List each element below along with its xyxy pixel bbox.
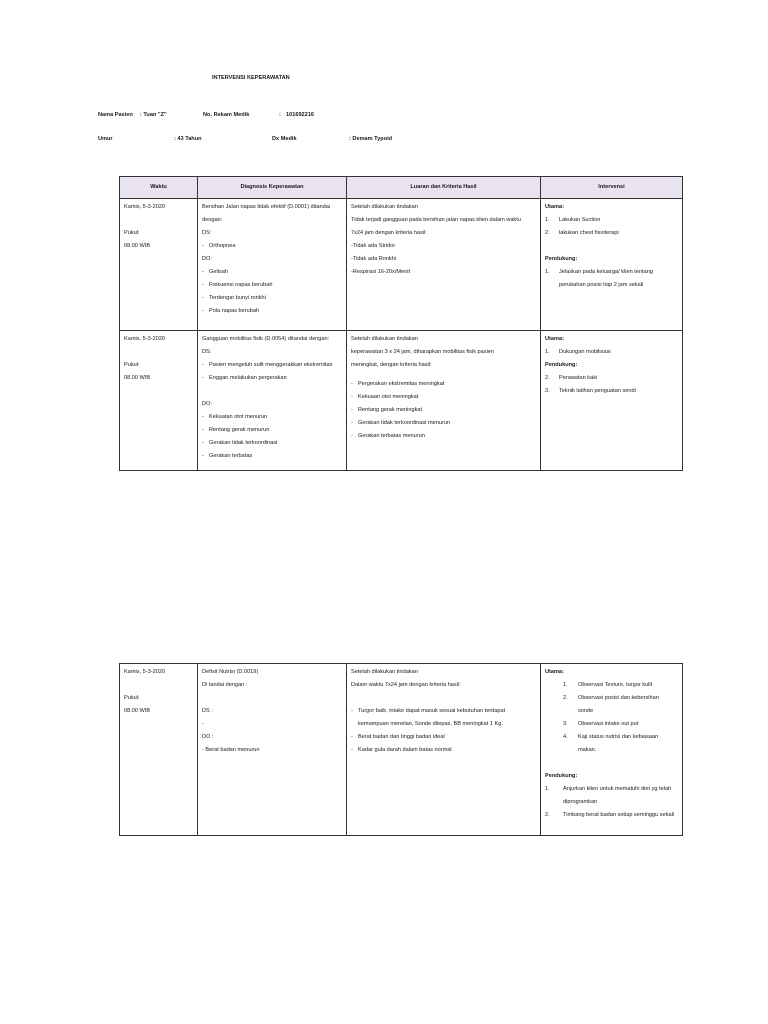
- row1-diag-line: DS:: [202, 230, 212, 236]
- age-label: Umur: [98, 136, 113, 142]
- row3-interv-item: makan.: [578, 747, 597, 753]
- bullet-dash: -: [202, 453, 204, 459]
- row1-luaran-line: 7x24 jam dengan kriteria hasil:: [351, 230, 427, 236]
- row3-luaran-line: Berat badan dan tinggi badan ideal: [358, 734, 445, 740]
- patient-name-value: : Tuan "Z": [140, 112, 167, 118]
- row2-date: Kamis, 5-3-2020: [124, 336, 166, 342]
- medical-diagnosis-value: : Demam Typoid: [349, 136, 393, 142]
- list-number: 2.: [545, 375, 550, 381]
- row1-diag-line: DO:: [202, 256, 212, 262]
- row1-luaran-line: -Respirasi 16-20x/Menit: [351, 269, 411, 275]
- row2-luaran-line: Rentang gerak meningkat: [358, 407, 423, 413]
- row3-diag-line: DO :: [202, 734, 214, 740]
- bullet-dash: -: [351, 747, 353, 753]
- intervention-table-continued: [119, 663, 683, 836]
- row2-interv-item: Dukungan mobilisasi: [559, 349, 611, 355]
- row3-luaran-line: kemampuan menelan, Sonde dilepas, BB meningkat 1 Kg.: [358, 721, 503, 727]
- row3-interv-item: Anjurkan klien untuk mematuhi diet yg telah: [563, 786, 672, 792]
- row3-luaran-line: Turgor baik, intake dapat masuk sesuai kebutuhan terdapat: [358, 708, 506, 714]
- bullet-dash: -: [202, 295, 204, 301]
- age-value: : 43 Tahun: [174, 136, 202, 142]
- medical-diagnosis-label: Dx Medik: [272, 136, 297, 142]
- row1-diag-line: dengan:: [202, 217, 223, 223]
- row2-utama-label: Utama:: [545, 336, 564, 342]
- row2-luaran-line: Gerakan tidak terkoordinasi menurun: [358, 420, 451, 426]
- row1-diag-line: Frekuensi napas berubah: [209, 282, 273, 288]
- row3-luaran-line: Dalam waktu 7x24 jam dengan kriteria hasil:: [351, 682, 461, 688]
- row1-diagnosis-cell: [198, 199, 347, 331]
- medical-record-separator: :: [279, 112, 281, 118]
- list-number: 1.: [563, 682, 568, 688]
- row2-interv-item: Teknik latihan penguatan sendi: [559, 388, 636, 394]
- row3-utama-label: Utama:: [545, 669, 564, 675]
- row2-luaran-cell: [347, 331, 541, 471]
- row3-intervensi-cell: [541, 664, 683, 836]
- row1-interv-item: perubahan posisi tiap 2 jam sekali: [559, 282, 644, 288]
- header-luaran: Luaran dan Kriteria Hasil: [347, 177, 541, 199]
- row1-time: 08.00 WIB: [124, 243, 151, 249]
- row2-time-label: Pukul:: [124, 362, 140, 368]
- row2-diag-line: DO:: [202, 401, 212, 407]
- row1-luaran-line: Setelah dilakukan tindakan: [351, 204, 418, 210]
- row2-diag-line: Rentang gerak menurun: [209, 427, 270, 433]
- bullet-dash: -: [202, 308, 204, 314]
- list-number: 2.: [545, 230, 550, 236]
- row2-diag-line: Kekuatan otot menurun: [209, 414, 268, 420]
- page-title: INTERVENSI KEPERAWATAN: [212, 75, 290, 81]
- bullet-dash: -: [351, 433, 353, 439]
- list-number: 4.: [563, 734, 568, 740]
- row3-pendukung-label: Pendukung:: [545, 773, 578, 779]
- list-number: 3.: [545, 388, 550, 394]
- list-number: 2.: [545, 812, 550, 818]
- row3-interv-item: Timbang berat badan setiap seminggu sekali: [563, 812, 675, 818]
- bullet-dash: -: [351, 420, 353, 426]
- bullet-dash: -: [202, 243, 204, 249]
- row2-luaran-line: Pergerakan ekstremitas meningkat: [358, 381, 445, 387]
- row2-diag-line: Gangguan mobilitas fisik (D.0054) ditandai dengan:: [202, 336, 330, 342]
- bullet-dash: -: [202, 282, 204, 288]
- row2-waktu-cell: [120, 331, 198, 471]
- row3-waktu-cell: [120, 664, 198, 836]
- bullet-dash: -: [351, 407, 353, 413]
- row3-time: 08.00 WIB: [124, 708, 151, 714]
- bullet-dash: -: [202, 269, 204, 275]
- row3-luaran-cell: [347, 664, 541, 836]
- row1-time-label: Pukul:: [124, 230, 140, 236]
- bullet-dash: -: [202, 440, 204, 446]
- row3-interv-item: Observasi Texture, turgor kulit: [578, 682, 653, 688]
- row3-diag-line: DS :: [202, 708, 213, 714]
- row1-date: Kamis, 5-3-2020: [124, 204, 166, 210]
- bullet-dash: -: [351, 381, 353, 387]
- bullet-dash: -: [202, 427, 204, 433]
- row2-diag-line: Pasien mengeluh sulit menggerakkan ekstremitas: [209, 362, 333, 368]
- row1-utama-label: Utama:: [545, 204, 564, 210]
- bullet-dash: -: [351, 734, 353, 740]
- row3-date: Kamis, 5-3-2020: [124, 669, 166, 675]
- bullet-dash: -: [202, 414, 204, 420]
- row2-pendukung-label: Pendukung:: [545, 362, 578, 368]
- list-number: 1.: [545, 269, 550, 275]
- row3-diag-line: Di tandai dengan :: [202, 682, 248, 688]
- row1-interv-item: lakukan chest fisioterapi: [559, 230, 619, 236]
- bullet-dash: -: [202, 362, 204, 368]
- header-diagnosis: Diagnosis Keperawatan: [198, 177, 347, 199]
- row1-diag-line: Bersihan Jalan napas tidak efektif (D.0001) ditandai: [202, 204, 331, 210]
- medical-record-value: 101692216: [286, 112, 314, 118]
- row2-luaran-line: meningkat, dengan kriteria hasil:: [351, 362, 432, 368]
- row1-diag-line: Pola napas berubah: [209, 308, 260, 314]
- bullet-dash: -: [351, 394, 353, 400]
- row1-luaran-cell: [347, 199, 541, 331]
- list-number: 1.: [545, 349, 550, 355]
- header-intervensi: Intervensi: [541, 177, 683, 199]
- row2-luaran-line: Gerakan terbatas menurun: [358, 433, 425, 439]
- intervention-table: [119, 176, 683, 471]
- header-waktu: Waktu: [120, 177, 198, 199]
- row2-diag-line: Gerakan tidak terkoordinasi: [209, 440, 278, 446]
- row3-luaran-line: Setelah dilakukan tindakan: [351, 669, 418, 675]
- row3-interv-item: Kaji status nutrisi dan kebiasaan: [578, 734, 659, 740]
- row1-diag-line: Orthopnea: [209, 243, 236, 249]
- row2-diag-line: Enggan melakukan pergerakan: [209, 375, 287, 381]
- row1-diag-line: Terdengar bunyi ronkhi: [209, 295, 266, 301]
- row2-luaran-line: Kekuaan otot meningkat: [358, 394, 419, 400]
- medical-record-label: No. Rekam Medik: [203, 112, 250, 118]
- row3-diagnosis-cell: [198, 664, 347, 836]
- row3-time-label: Pukul:: [124, 695, 140, 701]
- list-number: 1.: [545, 786, 550, 792]
- row1-waktu-cell: [120, 199, 198, 331]
- row1-intervensi-cell: [541, 199, 683, 331]
- row2-luaran-line: keperawatan 3 x 24 jam, diharapkan mobilitas fisik pasien: [351, 349, 495, 355]
- row3-diag-line: - Berat badan menurun: [202, 747, 260, 753]
- row2-diagnosis-cell: [198, 331, 347, 471]
- row1-pendukung-label: Pendukung:: [545, 256, 578, 262]
- row2-diag-line: DS:: [202, 349, 212, 355]
- row3-luaran-line: Kadar gula darah dalam batas normal: [358, 747, 452, 753]
- row3-interv-item: Observasi intake out put: [578, 721, 639, 727]
- row1-interv-item: Jelaskan pada keluarga/ klien tentang: [559, 269, 653, 275]
- row1-diag-line: Gelisah: [209, 269, 228, 275]
- row2-time: 08.00 WIB: [124, 375, 151, 381]
- list-number: 3.: [563, 721, 568, 727]
- row1-luaran-line: -Tidak ada Ronkhi: [351, 256, 397, 262]
- row2-interv-item: Perawatan kaki: [559, 375, 598, 381]
- row3-diag-line: Defisit Nutrisi (D.0019): [202, 669, 259, 675]
- row1-interv-item: Lakukan Suction: [559, 217, 601, 223]
- row2-diag-line: Gerakan terbatas: [209, 453, 253, 459]
- row3-interv-item: diprogramkan: [563, 799, 598, 805]
- patient-name-label: Nama Pasien: [98, 112, 133, 118]
- row1-luaran-line: Tidak terjadi gangguan pada bersihan jalan napas klien dalam waktu: [351, 217, 521, 223]
- list-number: 2.: [563, 695, 568, 701]
- row3-interv-item: Observasi posisi dan kebersihan: [578, 695, 659, 701]
- bullet-dash: -: [202, 375, 204, 381]
- row1-luaran-line: -Tidak ada Stridor: [351, 243, 396, 249]
- row2-intervensi-cell: [541, 331, 683, 471]
- list-number: 1.: [545, 217, 550, 223]
- row2-luaran-line: Setelah dilakukan tindakan: [351, 336, 418, 342]
- row3-diag-line: -: [202, 721, 204, 727]
- bullet-dash: -: [351, 708, 353, 714]
- row3-interv-item: sonde: [578, 708, 594, 714]
